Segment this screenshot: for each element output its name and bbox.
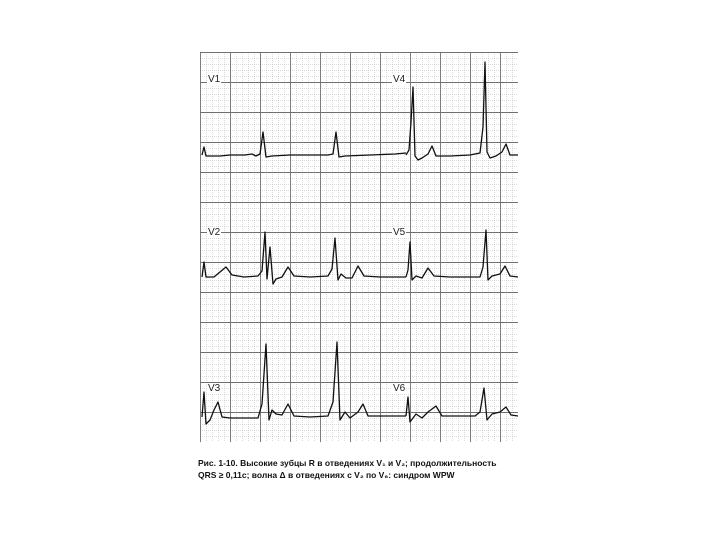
lead-label-v2: V2 — [208, 227, 221, 238]
caption-line-2: QRS ≥ 0,11с; волна Δ в отведениях с V₂ по V₆: синдром WPW — [198, 470, 455, 480]
ecg-grid-paper — [200, 52, 518, 442]
lead-label-v4: V4 — [393, 74, 406, 85]
lead-label-v1: V1 — [208, 74, 221, 85]
figure-caption — [198, 457, 528, 481]
caption-line-1: Рис. 1-10. Высокие зубцы R в отведениях V₁ и V₂; продолжительность — [198, 458, 497, 468]
lead-label-v3: V3 — [208, 383, 221, 394]
lead-label-v5: V5 — [393, 227, 406, 238]
lead-label-v6: V6 — [393, 383, 406, 394]
